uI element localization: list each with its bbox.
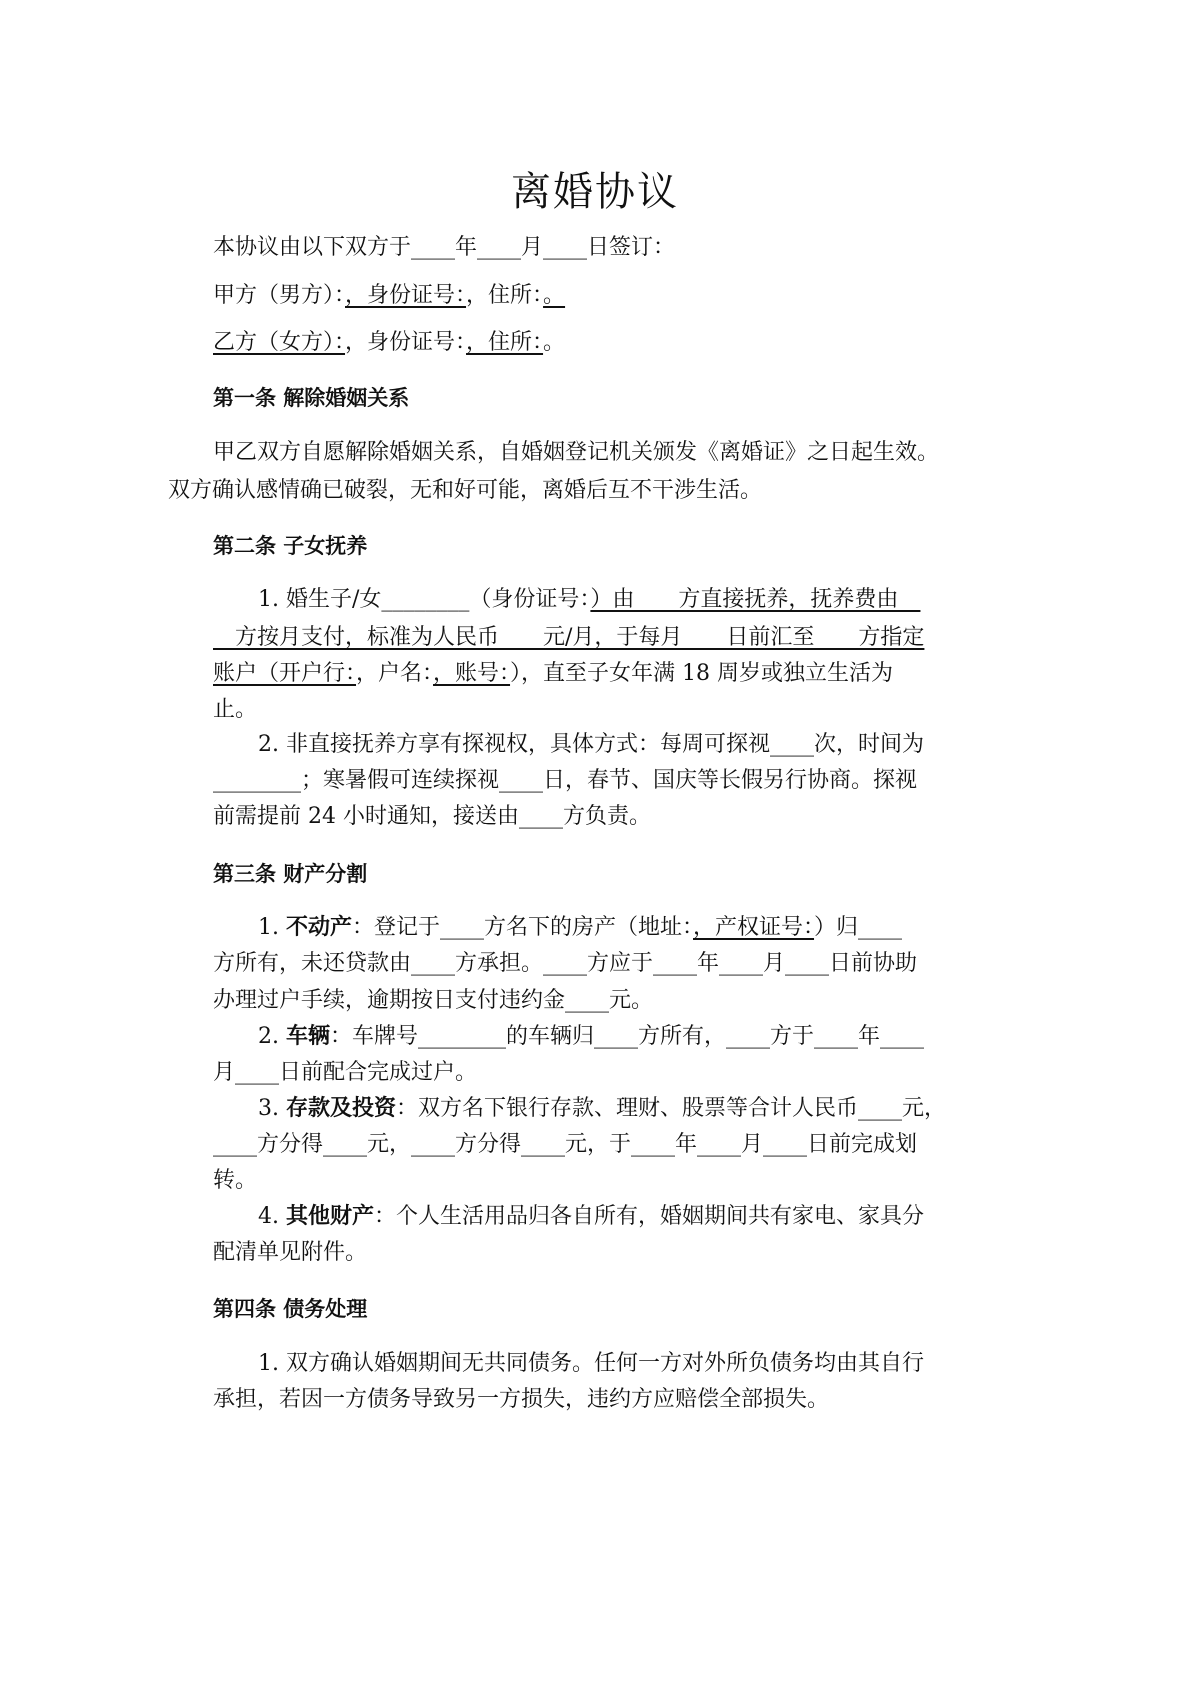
article-1-paragraph-line-1: 甲乙双方自愿解除婚姻关系，自婚姻登记机关颁发《离婚证》之日起生效。 [213, 440, 940, 465]
party-a-label: 甲方（男方）： [213, 283, 346, 308]
article-3-item-2-line-2: 月____日前配合完成过户。 [213, 1060, 478, 1085]
page-title: 离婚协议 [511, 169, 679, 215]
party-a-address-label: ，住所： [466, 283, 544, 308]
article-2-item-1-line-2: __方按月支付，标准为人民币____元/月，于每月____日前汇至____方指定 [213, 625, 925, 650]
account-number-field: ，账号： [433, 661, 511, 686]
article-1-heading: 第一条 解除婚姻关系 [213, 386, 410, 410]
article-3-item-3-line-1 [258, 1091, 946, 1122]
party-b-end: 。 [543, 330, 566, 355]
article-3-item-4-line-1 [258, 1199, 924, 1230]
article-2-item-1-text: 1. 婚生子/女________（身份证号： [258, 587, 591, 612]
intro-line: 本协议由以下双方于____年____月____日签订： [213, 235, 676, 260]
item-number: 2. [258, 1024, 286, 1049]
deposits-text: ：双方名下银行存款、理财、股票等合计人民币____元， [396, 1096, 947, 1121]
article-2-item-1-underlined: ）由____方直接抚养，抚养费由__ [590, 587, 921, 612]
real-estate-label: 不动产 [285, 915, 352, 940]
article-3-heading: 第三条 财产分割 [213, 862, 368, 886]
bank-field: 账户（开户行： [213, 661, 357, 686]
article-3-item-1-line-1 [258, 910, 902, 941]
party-a-line [213, 278, 565, 309]
other-property-text: ：个人生活用品归各自所有，婚姻期间共有家电、家具分 [374, 1204, 925, 1229]
real-estate-text: ：登记于____方名下的房产（地址： [352, 915, 694, 940]
article-4-item-1-line-2: 承担，若因一方债务导致另一方损失，违约方应赔偿全部损失。 [213, 1387, 830, 1412]
party-b-id-label: ，身份证号： [345, 330, 467, 355]
party-a-id-field: ，身份证号： [345, 283, 467, 308]
item-number: 1. [258, 915, 286, 940]
party-b-label: 乙方（女方）： [213, 330, 346, 355]
real-estate-tail: ）归____ [814, 915, 903, 940]
article-3-item-2-line-1 [258, 1019, 924, 1050]
article-2-item-1-line-1 [258, 582, 920, 613]
article-3-item-3-line-3: 转。 [213, 1168, 258, 1193]
article-3-item-4-line-2: 配清单见附件。 [213, 1240, 368, 1265]
party-b-address-field: ，住所： [466, 330, 544, 355]
article-1-paragraph-line-2: 双方确认感情确已破裂，无和好可能，离婚后互不干涉生活。 [168, 478, 763, 503]
article-2-item-1-tail: ），直至子女年满 18 周岁或独立生活为 [510, 661, 894, 686]
other-property-label: 其他财产 [285, 1204, 374, 1229]
article-2-item-2-line-2: ________；寒暑假可连续探视____日，春节、国庆等长假另行协商。探视 [213, 768, 918, 793]
deposits-label: 存款及投资 [285, 1096, 396, 1121]
article-3-item-3-line-2: ____方分得____元，____方分得____元，于____年____月____日前完成划 [213, 1132, 918, 1157]
account-name-label: ，户名： [356, 661, 434, 686]
party-a-address-field: 。 [543, 283, 566, 308]
article-3-item-1-line-2: 方所有，未还贷款由____方承担。____方应于____年____月____日前协助 [213, 951, 918, 976]
item-number: 4. [258, 1204, 286, 1229]
article-2-item-1-line-3 [213, 656, 893, 687]
article-2-item-2-line-3: 前需提前 24 小时通知，接送由____方负责。 [213, 804, 651, 829]
article-4-heading: 第四条 债务处理 [213, 1297, 368, 1321]
property-certificate-field: ，产权证号： [693, 915, 815, 940]
article-3-item-1-line-3: 办理过户手续，逾期按日支付违约金____元。 [213, 988, 654, 1013]
article-2-heading: 第二条 子女抚养 [213, 534, 368, 558]
article-4-item-1-line-1: 1. 双方确认婚姻期间无共同债务。任何一方对外所负债务均由其自行 [258, 1351, 924, 1376]
party-b-line [213, 325, 565, 356]
vehicle-label: 车辆 [285, 1024, 330, 1049]
article-2-item-1-line-4: 止。 [213, 697, 258, 722]
vehicle-text: ：车牌号________的车辆归____方所有，____方于____年____ [330, 1024, 925, 1049]
article-2-item-2-line-1: 2. 非直接抚养方享有探视权，具体方式：每周可探视____次，时间为 [258, 732, 924, 757]
item-number: 3. [258, 1096, 286, 1121]
